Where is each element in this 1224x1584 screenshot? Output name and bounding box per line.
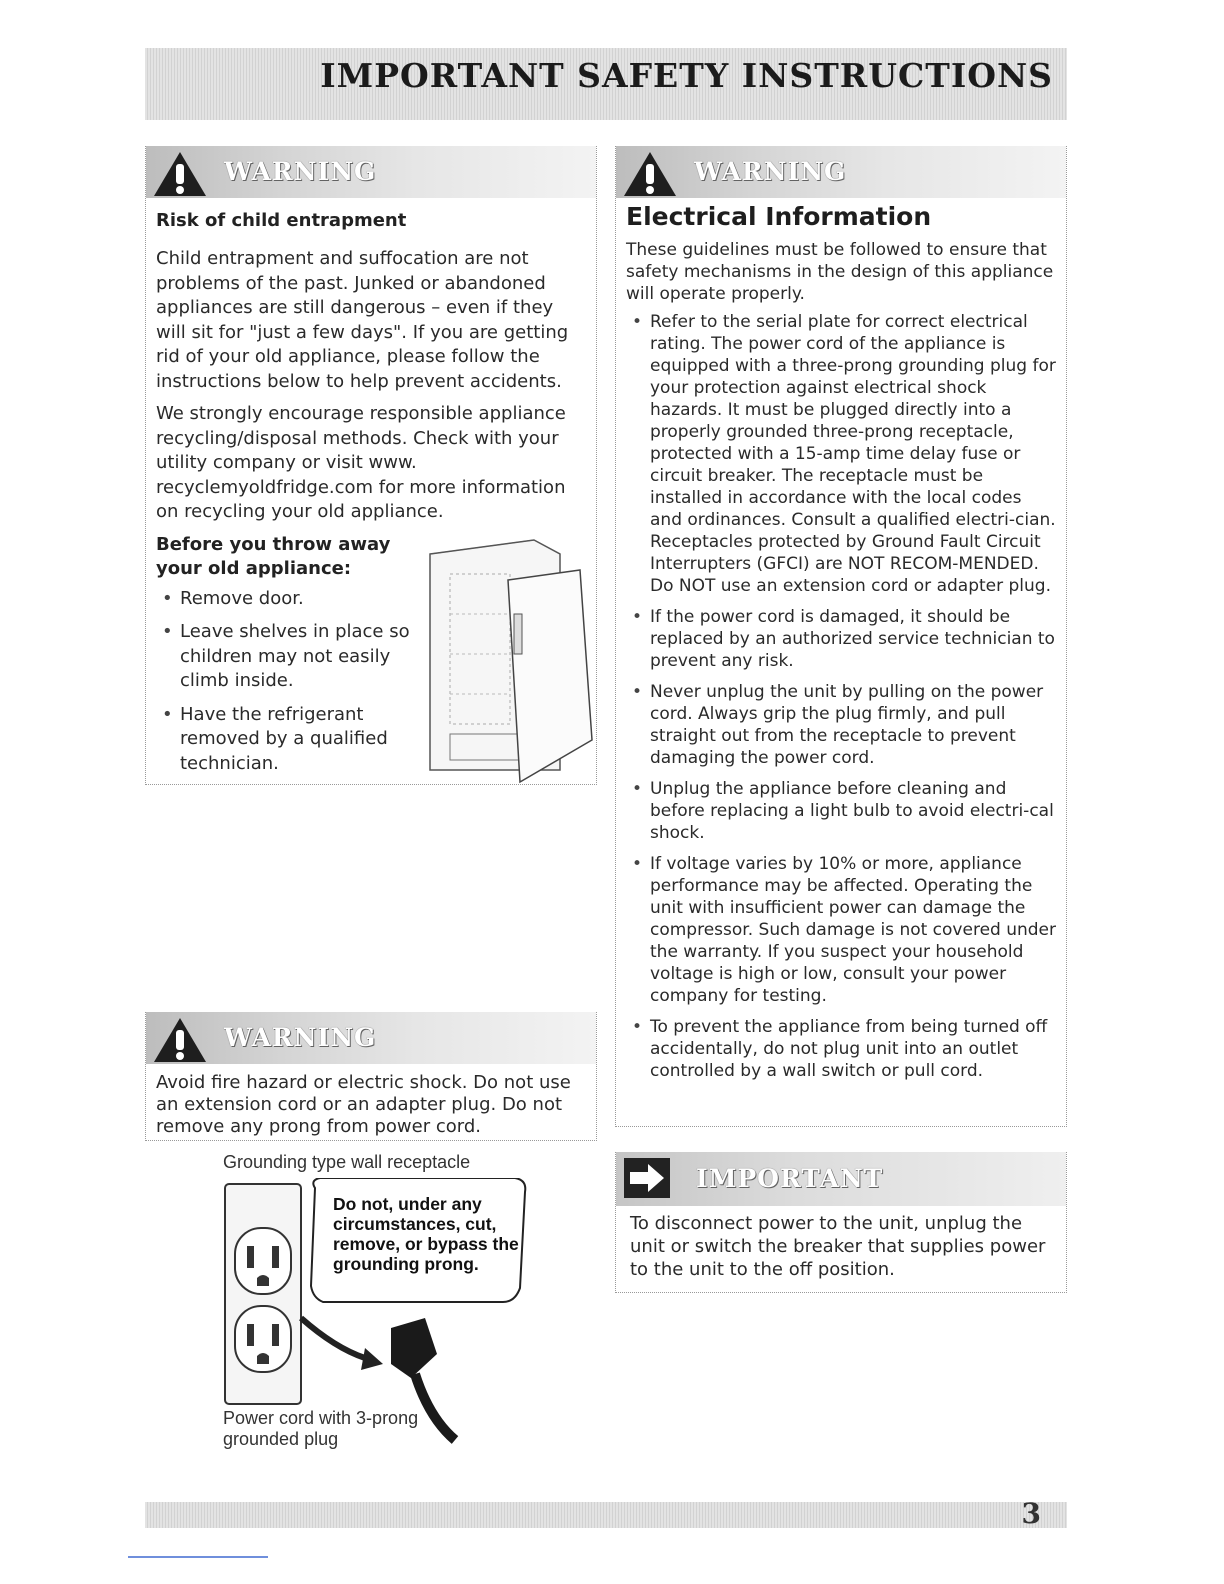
power-cord-label: Power cord with 3-prong grounded plug	[223, 1408, 419, 1449]
warning-label: WARNING	[224, 157, 377, 186]
important-label: IMPORTANT	[696, 1164, 884, 1193]
paragraph: We strongly encourage responsible appliance recycling/disposal methods. Check with your utility company or visit www. recyclemyoldfridge.com for more information on recycling your old appliance.	[156, 403, 566, 522]
divider	[128, 1556, 268, 1558]
page-title: IMPORTANT SAFETY INSTRUCTIONS	[320, 56, 1053, 95]
warning-fire-panel	[145, 1012, 597, 1141]
warning-bar	[616, 146, 1066, 198]
grounding-illustration	[215, 1148, 535, 1458]
receptacle-label: Grounding type wall receptacle	[223, 1152, 471, 1172]
freezer-illustration	[424, 534, 594, 784]
bullet-list	[626, 311, 1056, 1082]
list-item: • To prevent the appliance from being turned off accidentally, do not plug unit into an outlet controlled by a wall switch or pull cord.	[626, 1016, 1056, 1082]
warning-icon	[152, 1016, 208, 1064]
list-item: • Leave shelves in place so children may not easily climb inside.	[156, 620, 416, 694]
page-number: 3	[1021, 1497, 1041, 1530]
section-heading: Electrical Information	[626, 202, 932, 231]
list-item: • Have the refrigerant removed by a qualified technician.	[156, 703, 416, 777]
footer-band	[145, 1497, 1067, 1530]
warning-icon	[152, 150, 208, 198]
warning-electrical-panel	[615, 146, 1067, 1127]
paragraph: These guidelines must be followed to ensure that safety mechanisms in the design of this appliance will operate properly.	[626, 240, 1054, 304]
list-item: • If voltage varies by 10% or more, appliance performance may be affected. Operating the unit with insufficient power can damage the compressor. Such damage is not covered under the warranty. If you suspect your household voltage is high or low, consult your power company for testing.	[626, 853, 1056, 1007]
list-item: • If the power cord is damaged, it should be replaced by an authorized service technician to prevent any risk.	[626, 606, 1056, 672]
paragraph: Child entrapment and suffocation are not problems of the past. Junked or abandoned appliances are still dangerous – even if they will sit for "just a few days". If you are getting rid of your old appliance, please follow the instructions below to help prevent accidents.	[156, 248, 569, 392]
list-item: • Unplug the appliance before cleaning and before replacing a light bulb to avoid electri-cal shock.	[626, 778, 1056, 844]
warning-text: Avoid fire hazard or electric shock. Do not use an extension cord or an adapter plug. Do not remove any prong from power cord.	[156, 1072, 571, 1137]
list-item: • Remove door.	[156, 587, 416, 612]
warning-bar	[146, 1012, 596, 1064]
important-bar	[616, 1152, 1066, 1206]
header-band	[145, 48, 1067, 120]
callout-text: Do not, under any circumstances, cut, remove, or bypass the grounding prong.	[333, 1194, 519, 1274]
list-item: • Never unplug the unit by pulling on the power cord. Always grip the plug firmly, and pull straight out from the receptacle to prevent damaging the power cord.	[626, 681, 1056, 769]
arrow-right-icon	[624, 1158, 670, 1198]
section-heading: Risk of child entrapment	[156, 210, 407, 231]
list-item: • Refer to the serial plate for correct electrical rating. The power cord of the appliance is equipped with a three-prong grounding plug for your protection against electrical shock hazards. It must be plugged directly into a properly grounded three-prong receptacle, protected with a 15-amp time delay fuse or circuit breaker. The receptacle must be installed in accordance with the local codes and ordinances. Consult a qualified electri-cian. Receptacles protected by Ground Fault Circuit Interrupters (GFCI) are NOT RECOM-MENDED. Do NOT use an extension cord or adapter plug.	[626, 311, 1056, 597]
warning-bar	[146, 146, 596, 198]
warning-child-panel	[145, 146, 597, 785]
warning-label: WARNING	[694, 157, 847, 186]
warning-icon	[622, 150, 678, 198]
warning-label: WARNING	[224, 1023, 377, 1052]
important-panel	[615, 1152, 1067, 1293]
bullet-list	[156, 587, 416, 777]
subheading: Before you throw away your old appliance:	[156, 533, 391, 579]
important-text: To disconnect power to the unit, unplug the unit or switch the breaker that supplies power to the unit to the off position.	[630, 1213, 1046, 1280]
